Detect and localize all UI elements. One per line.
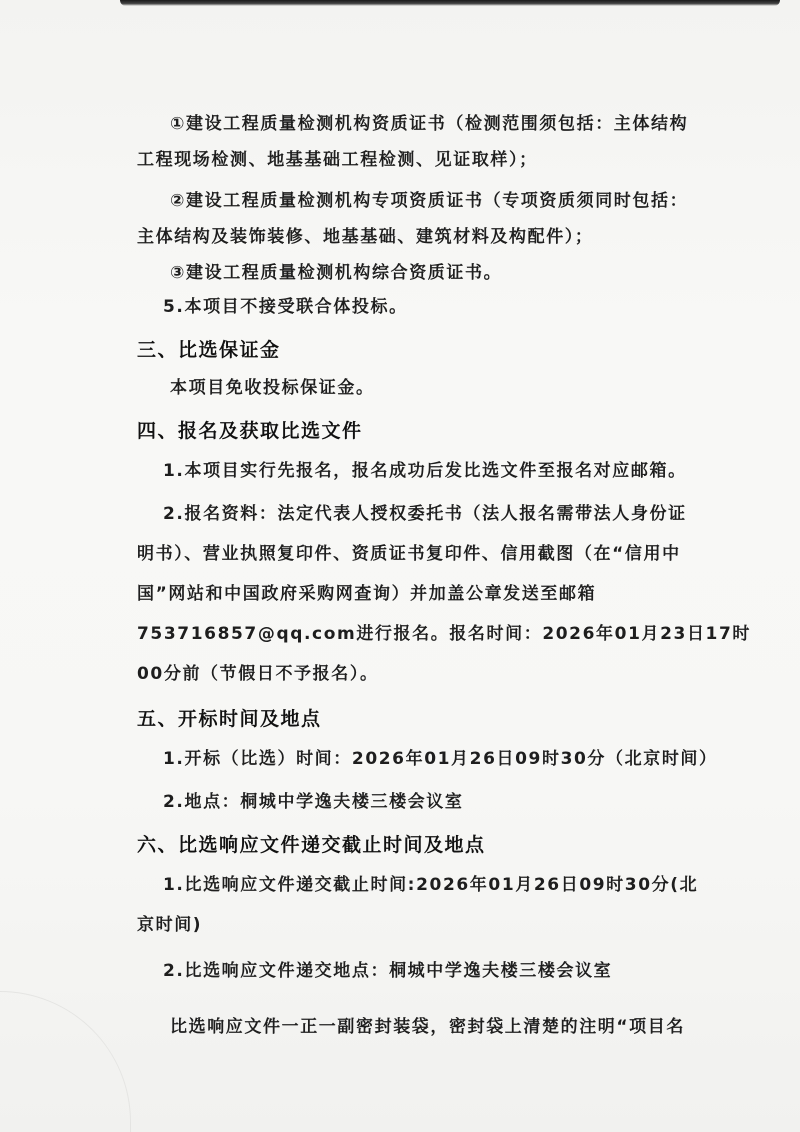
- section-6-line-1: 1.比选响应文件递交截止时间:2026年01月26日09时30分(北: [163, 875, 699, 895]
- section-5-line-1: 1.开标（比选）时间：2026年01月26日09时30分（北京时间）: [163, 749, 718, 769]
- qualification-item-1-line-2: 工程现场检测、地基基础工程检测、见证取样）；: [137, 150, 538, 170]
- scan-top-edge-shadow: [120, 0, 780, 6]
- section-5-heading: 五、开标时间及地点: [137, 708, 322, 730]
- qualification-item-2-line-2: 主体结构及装饰装修、地基基础、建筑材料及构配件）；: [137, 227, 594, 247]
- qualification-item-3: ③建设工程质量检测机构综合资质证书。: [170, 263, 503, 283]
- section-6-line-4: 比选响应文件一正一副密封装袋，密封袋上清楚的注明“项目名: [170, 1017, 685, 1037]
- section-6-line-3: 2.比选响应文件递交地点：桐城中学逸夫楼三楼会议室: [163, 961, 613, 981]
- section-6-heading: 六、比选响应文件递交截止时间及地点: [137, 834, 486, 856]
- paper-fold-mark: [0, 991, 131, 1132]
- section-4-line-2: 2.报名资料：法定代表人授权委托书（法人报名需带法人身份证: [163, 504, 687, 524]
- section-5-line-2: 2.地点：桐城中学逸夫楼三楼会议室: [163, 792, 464, 812]
- section-6-line-2: 京时间): [137, 915, 203, 935]
- section-4-line-4: 国”网站和中国政府采购网查询）并加盖公章发送至邮箱: [137, 584, 597, 604]
- section-4-line-3: 明书）、营业执照复印件、资质证书复印件、信用截图（在“信用中: [137, 544, 681, 564]
- section-3-line-1: 本项目免收投标保证金。: [170, 378, 375, 398]
- section-4-line-6: 00分前（节假日不予报名）。: [137, 664, 379, 684]
- no-consortium-clause: 5.本项目不接受联合体投标。: [163, 297, 408, 317]
- section-4-line-1: 1.本项目实行先报名，报名成功后发比选文件至报名对应邮箱。: [163, 461, 687, 481]
- qualification-item-2-line-1: ②建设工程质量检测机构专项资质证书（专项资质须同时包括：: [170, 191, 689, 211]
- section-4-heading: 四、报名及获取比选文件: [137, 420, 363, 442]
- section-4-line-5: 753716857@qq.com进行报名。报名时间：2026年01月23日17时: [137, 624, 752, 644]
- section-3-heading: 三、比选保证金: [137, 339, 281, 361]
- qualification-item-1-line-1: ①建设工程质量检测机构资质证书（检测范围须包括：主体结构: [170, 114, 689, 134]
